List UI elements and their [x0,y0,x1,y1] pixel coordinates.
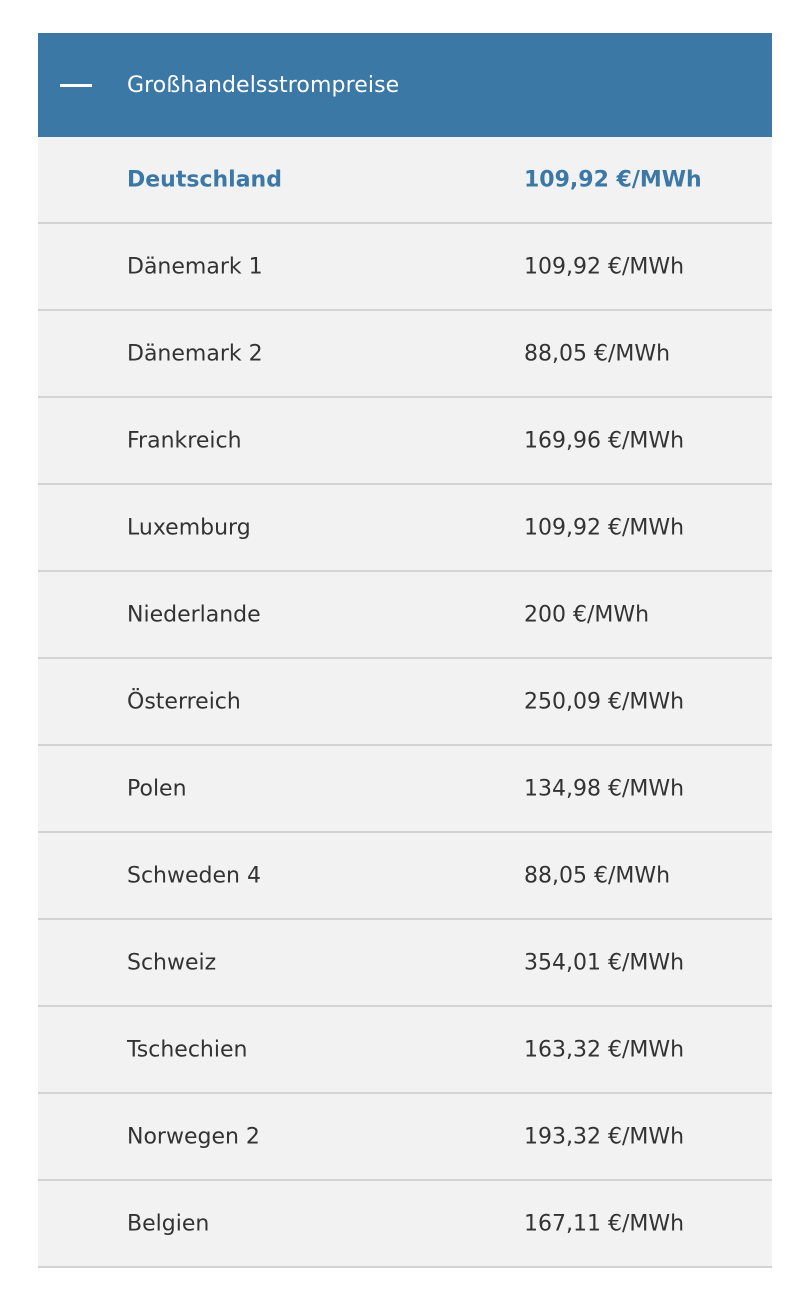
country-name: Polen [127,776,187,801]
table-row [38,920,772,1007]
table-row [38,833,772,920]
country-name: Norwegen 2 [127,1124,260,1149]
country-name: Frankreich [127,428,242,453]
price-accordion [38,33,772,1268]
country-name: Deutschland [127,167,282,192]
country-name: Tschechien [127,1037,248,1062]
accordion-title: Großhandelsstrompreise [127,72,400,98]
price-value: 193,32 €/MWh [524,1124,685,1149]
table-row [38,224,772,311]
table-row [38,572,772,659]
price-list [38,137,772,1268]
table-row [38,1094,772,1181]
table-row [38,659,772,746]
price-value: 200 €/MWh [524,602,650,627]
price-value: 109,92 €/MWh [524,167,702,192]
country-name: Schweden 4 [127,863,261,888]
price-value: 88,05 €/MWh [524,863,671,888]
table-row [38,485,772,572]
price-value: 167,11 €/MWh [524,1211,685,1236]
price-value: 88,05 €/MWh [524,341,671,366]
table-row [38,746,772,833]
table-row [38,1007,772,1094]
price-value: 163,32 €/MWh [524,1037,685,1062]
minus-icon[interactable] [60,84,92,87]
country-name: Dänemark 2 [127,341,263,366]
price-value: 134,98 €/MWh [524,776,685,801]
price-value: 169,96 €/MWh [524,428,685,453]
country-name: Belgien [127,1211,210,1236]
price-value: 250,09 €/MWh [524,689,685,714]
country-name: Niederlande [127,602,261,627]
country-name: Österreich [127,689,241,714]
table-row [38,311,772,398]
accordion-header[interactable] [38,33,772,137]
price-value: 109,92 €/MWh [524,254,685,279]
country-name: Dänemark 1 [127,254,263,279]
country-name: Luxemburg [127,515,251,540]
country-name: Schweiz [127,950,217,975]
table-row [38,1181,772,1268]
table-row [38,398,772,485]
price-value: 109,92 €/MWh [524,515,685,540]
table-row [38,137,772,224]
price-value: 354,01 €/MWh [524,950,685,975]
